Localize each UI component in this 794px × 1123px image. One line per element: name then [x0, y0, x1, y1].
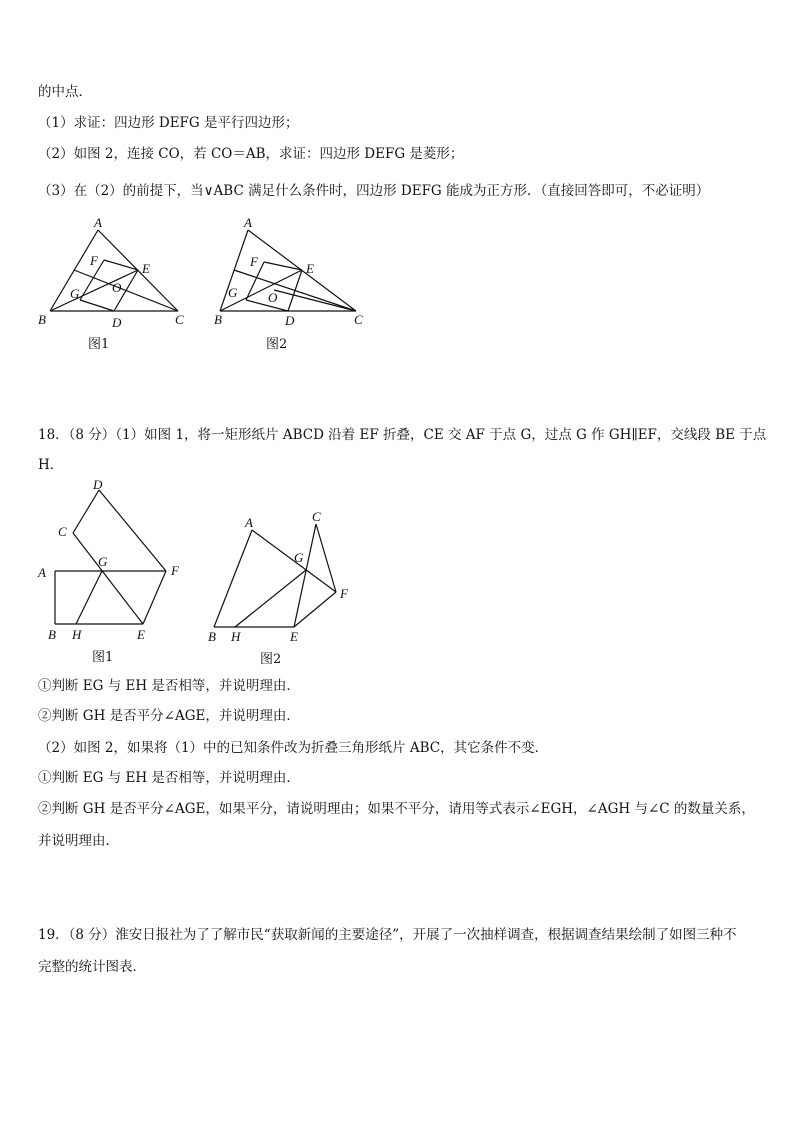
q18-fig2-label-g: G: [294, 550, 304, 565]
q18-part2: （2）如图 2，如果将（1）中的已知条件改为折叠三角形纸片 ABC，其它条件不变．: [38, 740, 549, 756]
q17-fig2-label-o: O: [268, 290, 278, 305]
q18-fig2-label-f: F: [340, 586, 348, 601]
q17-fig2-label-a: A: [244, 215, 252, 230]
q17-intro-tail: 的中点．: [38, 84, 92, 100]
q17-fig1-label-d: D: [112, 315, 122, 330]
q18-sub1-2: ②判断 GH 是否平分∠AGE，并说明理由．: [38, 708, 300, 724]
q18-stem-line2: H．: [38, 457, 64, 473]
q18-fig2-label-h: H: [231, 629, 241, 644]
q17-fig1-label-c: C: [175, 312, 184, 327]
q17-figure-2: [208, 212, 378, 357]
q17-fig2-label-g: G: [228, 285, 238, 300]
q18-figure-2: [200, 500, 370, 672]
q17-fig2-label-b: B: [214, 312, 222, 327]
q18-fig1-label-h: H: [72, 627, 82, 642]
q18-fig2-label-a: A: [245, 515, 253, 530]
q17-fig1-label-b: B: [38, 312, 46, 327]
q17-fig2-label-f: F: [250, 254, 258, 269]
q17-part3: （3）在（2）的前提下，当∨ABC 满足什么条件时，四边形 DEFG 能成为正方形．（直接回答即可，不必证明）: [38, 183, 710, 199]
q19-line2: 完整的统计图表．: [38, 959, 146, 975]
q17-fig2-lines: [220, 230, 356, 311]
q18-fig2-lines: [214, 524, 336, 627]
q17-part1: （1）求证：四边形 DEFG 是平行四边形；: [38, 115, 299, 131]
q17-fig2-label-e: E: [306, 261, 314, 276]
q17-fig2-label-c: C: [354, 312, 363, 327]
q18-fig1-lines: [55, 490, 166, 624]
q18-sub2-2-line1: ②判断 GH 是否平分∠AGE，如果平分，请说明理由；如果不平分，请用等式表示∠EGH，∠AGH 与∠C 的数量关系，: [38, 801, 755, 817]
q18-fig1-label-d: D: [93, 477, 103, 492]
q18-fig1-label-e: E: [137, 627, 145, 642]
q18-fig1-label-a: A: [38, 565, 46, 580]
q18-fig1-label-b: B: [48, 627, 56, 642]
q17-fig1-label-e: E: [142, 261, 150, 276]
q19-line1: 19．（8 分）淮安日报社为了了解市民“获取新闻的主要途径”，开展了一次抽样调查，根据调查结果绘制了如图三种不: [38, 927, 737, 943]
q17-fig1-label-a: A: [94, 215, 102, 230]
q18-sub2-2-line2: 并说明理由．: [38, 833, 119, 849]
q18-fig2-label-b: B: [208, 629, 216, 644]
q18-figure-1: [32, 476, 202, 671]
q17-figure-1: [30, 212, 200, 357]
q17-fig2-caption: 图2: [266, 337, 288, 352]
q18-fig1-label-c: C: [58, 524, 67, 539]
q17-fig1-label-g: G: [70, 286, 80, 301]
q18-sub2-1: ①判断 EG 与 EH 是否相等，并说明理由．: [38, 770, 300, 786]
q18-sub1-1: ①判断 EG 与 EH 是否相等，并说明理由．: [38, 678, 300, 694]
q17-part2: （2）如图 2，连接 CO，若 CO＝AB，求证：四边形 DEFG 是菱形；: [38, 146, 464, 162]
q18-fig2-label-c: C: [312, 509, 321, 524]
q18-fig2-caption: 图2: [260, 652, 282, 667]
q18-fig1-caption: 图1: [92, 650, 114, 665]
q18-fig1-label-g: G: [98, 554, 108, 569]
q17-fig2-label-d: D: [285, 313, 295, 328]
q18-fig2-label-e: E: [290, 629, 298, 644]
q17-fig1-caption: 图1: [88, 337, 110, 352]
q18-fig1-label-f: F: [171, 563, 179, 578]
q17-fig1-label-f: F: [90, 253, 98, 268]
q18-stem-line1: 18．（8 分）（1）如图 1，将一矩形纸片 ABCD 沿着 EF 折叠，CE 交 AF 于点 G，过点 G 作 GH∥EF，交线段 BE 于点: [38, 427, 767, 443]
q17-fig1-label-o: O: [112, 280, 122, 295]
